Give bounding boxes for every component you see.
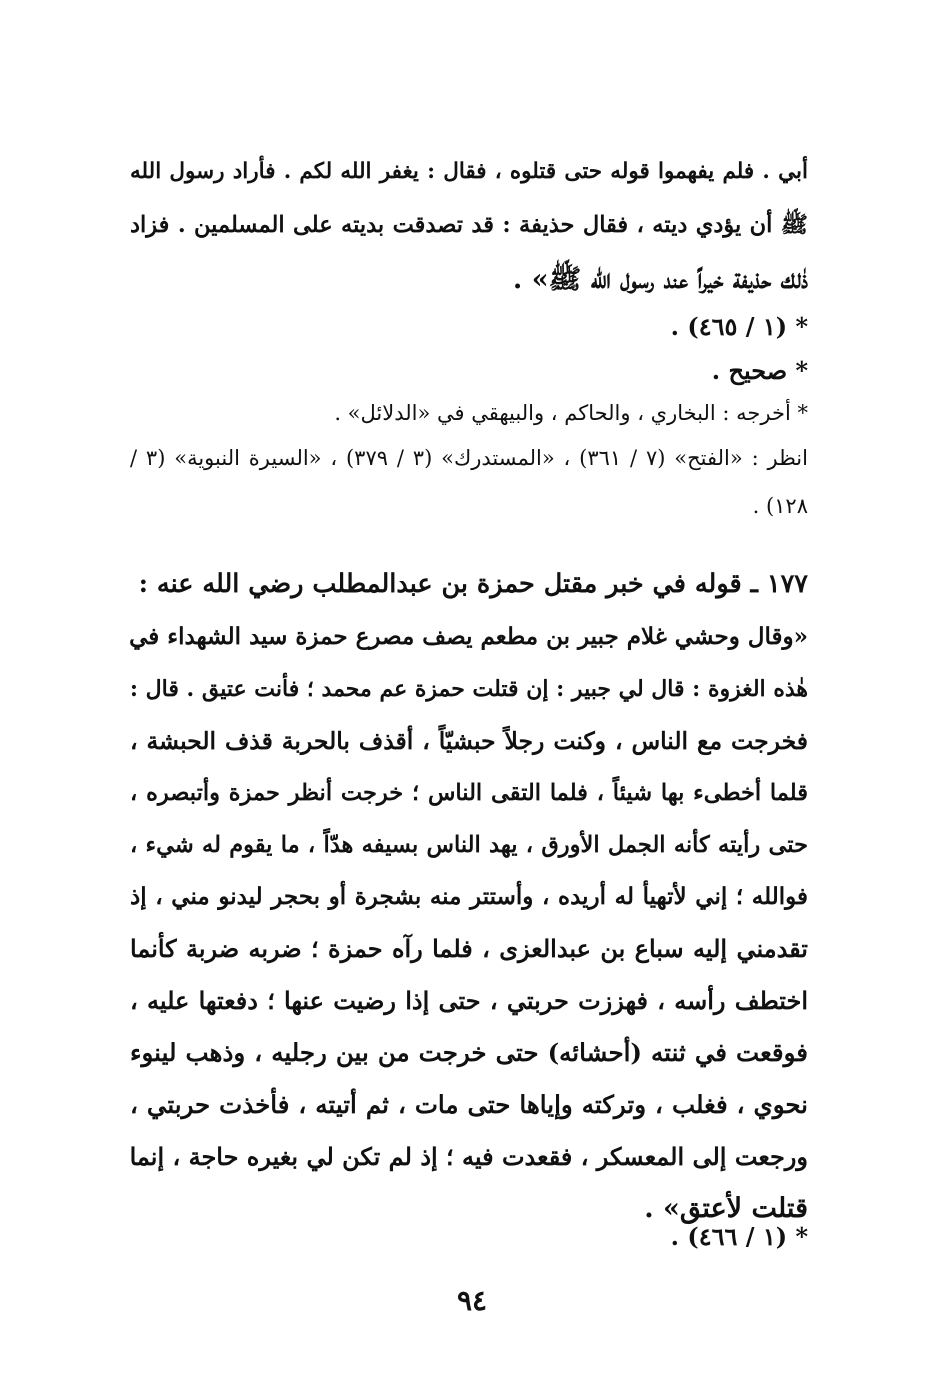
section-heading: ١٧٧ ـ قوله في خبر مقتل حمزة بن عبدالمطلب رضي الله عنه :	[138, 569, 808, 599]
paragraph-line: فوالله ؛ إني لأتهيأ له أريده ، وأستتر منه بشجرة أو بحجر ليدنو مني ، إذ	[130, 883, 808, 910]
hadith-grade: * صحيح .	[711, 356, 808, 385]
paragraph-line: أبي . فلم يفهموا قوله حتى قتلوه ، فقال : يغفر الله لكم . فأراد رسول الله	[130, 159, 808, 184]
paragraph-line: ورجعت إلى المعسكر ، فقعدت فيه ؛ إذ لم تكن لي بغيره حاجة ، إنما	[129, 1142, 808, 1171]
paragraph-line: قلما أخطىء بها شيئاً ، فلما التقى الناس ؛ خرجت أنظر حمزة وأتبصره ،	[130, 780, 808, 806]
paragraph-line: هٰذه الغزوة : قال لي جبير : إن قتلت حمزة عم محمد ؛ فأنت عتيق . قال :	[129, 676, 808, 702]
paragraph-line: ﷺ أن يؤدي ديته ، فقال حذيفة : قد تصدقت بديته على المسلمين . فزاد	[130, 212, 808, 238]
takhrij-note: * أخرجه : البخاري ، والحاكم ، والبيهقي في «الدلائل» .	[334, 401, 808, 425]
paragraph-line: «وقال وحشي غلام جبير بن مطعم يصف مصرع حمزة سيد الشهداء في	[129, 623, 808, 650]
paragraph-line: نحوي ، فغلب ، وتركته وإياها حتى مات ، ثم أتيته ، فأخذت حربتي ،	[130, 1090, 808, 1119]
paragraph-line: فوقعت في ثنته (أحشائه) حتى خرجت من بين رجليه ، وذهب لينوء	[130, 1038, 808, 1067]
paragraph-line: تقدمني إليه سباع بن عبدالعزى ، فلما رآه حمزة ؛ ضربه ضربة كأنما	[130, 934, 808, 963]
paragraph-line: حتى رأيته كأنه الجمل الأورق ، يهد الناس بسيفه هدّاً ، ما يقوم له شيء ،	[130, 832, 808, 858]
page-number: ٩٤	[456, 1284, 488, 1317]
see-also-line: انظر : «الفتح» (٧ / ٣٦١) ، «المستدرك» (٣ / ٣٧٩) ، «السيرة النبوية» (٣ /	[130, 446, 808, 470]
hadith-177	[130, 558, 808, 1235]
paragraph-line: فخرجت مع الناس ، وكنت رجلاً حبشيّاً ، أقذف بالحربة قذف الحبشة ،	[130, 727, 808, 755]
source-reference: * (١ / ٤٦٦) .	[670, 1222, 808, 1251]
paragraph-line: اختطف رأسه ، فهززت حربتي ، حتى إذا رضيت عنها ؛ دفعتها عليه ،	[130, 986, 809, 1015]
paragraph-line: قتلت لأعتق» .	[644, 1193, 808, 1224]
paragraph-continued	[130, 146, 808, 308]
source-reference: * (١ / ٤٦٥) .	[670, 312, 808, 341]
paragraph-line: ذٰلك حذيفة خيراً عند رسول الله ﷺ» .	[512, 264, 808, 295]
see-also-line: ١٢٨) .	[752, 494, 808, 518]
